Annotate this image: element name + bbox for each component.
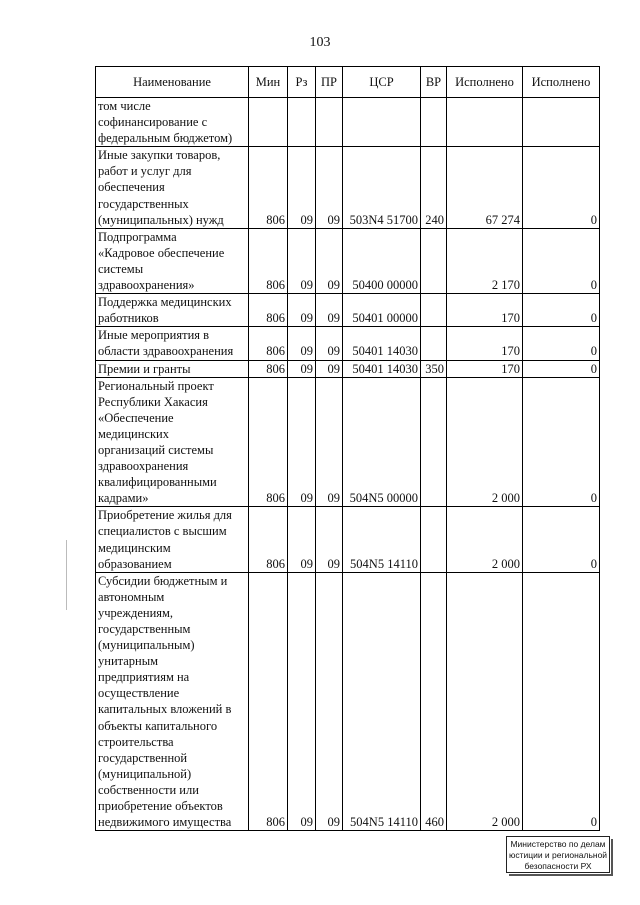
row-name-line: «Кадровое обеспечение (98, 245, 225, 260)
cell-isp2: 0 (523, 147, 600, 228)
row-name-line: автономным (98, 589, 165, 604)
row-name-line: Подпрограмма (98, 229, 177, 244)
cell-rz: 09 (288, 327, 316, 360)
cell-csr: 504N5 14110 (343, 572, 421, 831)
cell-csr: 504N5 14110 (343, 507, 421, 572)
row-name (96, 360, 249, 377)
row-name-line: Субсидии бюджетным и (98, 573, 228, 588)
cell-isp2: 0 (523, 572, 600, 831)
cell-pr (316, 98, 343, 147)
ministry-stamp (506, 836, 610, 873)
cell-vr (421, 327, 447, 360)
cell-rz: 09 (288, 377, 316, 507)
cell-pr: 09 (316, 327, 343, 360)
row-name-line: работников (98, 311, 159, 326)
header-min: Мин (249, 67, 288, 98)
row-name-line: (муниципальных) нужд (98, 212, 224, 227)
cell-vr (421, 377, 447, 507)
cell-min: 806 (249, 377, 288, 507)
row-name-line: здравоохранения (98, 459, 189, 474)
cell-pr: 09 (316, 360, 343, 377)
cell-isp1: 2 000 (447, 377, 523, 507)
cell-pr: 09 (316, 294, 343, 327)
cell-vr (421, 98, 447, 147)
row-name-line: федеральным бюджетом) (98, 131, 233, 146)
cell-vr (421, 507, 447, 572)
cell-min: 806 (249, 507, 288, 572)
header-vr: ВР (421, 67, 447, 98)
header-name: Наименование (96, 67, 249, 98)
table-row (96, 360, 600, 377)
margin-mark (66, 540, 67, 610)
row-name (96, 377, 249, 507)
cell-min: 806 (249, 327, 288, 360)
row-name-line: медицинским (98, 540, 171, 555)
row-name-line: (муниципальным) (98, 638, 195, 653)
row-name (96, 228, 249, 293)
cell-csr: 50400 00000 (343, 228, 421, 293)
row-name-line: государственным (98, 622, 191, 636)
cell-isp1: 67 274 (447, 147, 523, 228)
cell-isp1: 2 170 (447, 228, 523, 293)
row-name-line: кадрами» (98, 491, 149, 506)
row-name-line: Премии и гранты (98, 361, 191, 376)
cell-isp2 (523, 98, 600, 147)
row-name-line: Приобретение жилья для (98, 508, 232, 523)
row-name-line: государственной (98, 750, 188, 765)
cell-isp1: 2 000 (447, 507, 523, 572)
cell-vr (421, 228, 447, 293)
row-name-line: образованием (98, 556, 172, 571)
row-name-line: Республики Хакасия (98, 394, 208, 409)
cell-vr: 240 (421, 147, 447, 228)
budget-table (95, 66, 600, 831)
row-name-line: (муниципальной) (98, 766, 192, 781)
table-row (96, 327, 600, 360)
cell-vr: 350 (421, 360, 447, 377)
row-name-line: области здравоохранения (98, 344, 234, 359)
cell-isp1: 170 (447, 360, 523, 377)
cell-isp2: 0 (523, 377, 600, 507)
cell-isp2: 0 (523, 327, 600, 360)
stamp-line: юстиции и региональной (508, 850, 608, 860)
row-name-line: квалифицированными (98, 475, 217, 490)
row-name-line: работ и услуг для (98, 164, 192, 179)
cell-isp2: 0 (523, 294, 600, 327)
cell-csr (343, 98, 421, 147)
cell-pr: 09 (316, 228, 343, 293)
cell-isp1 (447, 98, 523, 147)
row-name (96, 98, 249, 147)
cell-csr: 50401 14030 (343, 327, 421, 360)
row-name-line: Иные закупки товаров, (98, 148, 221, 163)
table-row (96, 294, 600, 327)
stamp-line: Министерство по делам (510, 839, 606, 849)
header-pr: ПР (316, 67, 343, 98)
table-row (96, 507, 600, 572)
row-name-line: «Обеспечение (98, 410, 174, 425)
row-name-line: государственных (98, 196, 189, 211)
row-name-line: предприятиям на (98, 670, 190, 685)
table-body (96, 98, 600, 831)
cell-vr (421, 294, 447, 327)
header-executed-2: Исполнено (523, 67, 600, 98)
row-name-line: системы (98, 261, 144, 276)
cell-isp2: 0 (523, 507, 600, 572)
row-name-line: недвижимого имущества (98, 815, 232, 830)
row-name-line: софинансирование с (98, 115, 208, 130)
cell-rz: 09 (288, 147, 316, 228)
cell-rz: 09 (288, 294, 316, 327)
header-csr: ЦСР (343, 67, 421, 98)
row-name-line: организаций системы (98, 442, 214, 457)
row-name (96, 572, 249, 831)
cell-min: 806 (249, 294, 288, 327)
table-row (96, 572, 600, 831)
row-name-line: Поддержка медицинских (98, 295, 232, 310)
header-rz: Рз (288, 67, 316, 98)
row-name (96, 294, 249, 327)
row-name-line: приобретение объектов (98, 799, 223, 814)
table-header-row (96, 67, 600, 98)
cell-isp1: 170 (447, 327, 523, 360)
cell-pr: 09 (316, 377, 343, 507)
row-name-line: Региональный проект (98, 378, 214, 393)
table-row (96, 98, 600, 147)
row-name-line: строительства (98, 734, 174, 749)
row-name-line: специалистов с высшим (98, 524, 227, 539)
row-name-line: обеспечения (98, 180, 165, 195)
cell-min (249, 98, 288, 147)
page-number: 103 (309, 35, 331, 50)
table-row (96, 377, 600, 507)
row-name (96, 507, 249, 572)
cell-csr: 504N5 00000 (343, 377, 421, 507)
row-name-line: унитарным (98, 654, 159, 669)
cell-rz: 09 (288, 572, 316, 831)
stamp-line: безопасности РХ (524, 861, 592, 871)
row-name-line: объекты капитального (98, 718, 218, 733)
row-name-line: учреждениям, (98, 605, 174, 620)
cell-rz: 09 (288, 228, 316, 293)
table-row (96, 228, 600, 293)
row-name-line: том числе (98, 99, 151, 113)
cell-vr: 460 (421, 572, 447, 831)
cell-rz: 09 (288, 360, 316, 377)
cell-csr: 503N4 51700 (343, 147, 421, 228)
cell-min: 806 (249, 572, 288, 831)
table-row (96, 147, 600, 228)
row-name-line: капитальных вложений в (98, 702, 232, 717)
row-name-line: собственности или (98, 782, 199, 797)
cell-pr: 09 (316, 572, 343, 831)
row-name-line: медицинских (98, 426, 169, 441)
cell-rz (288, 98, 316, 147)
row-name-line: Иные мероприятия в (98, 328, 210, 343)
header-executed: Исполнено (447, 67, 523, 98)
cell-min: 806 (249, 147, 288, 228)
row-name (96, 147, 249, 228)
cell-rz: 09 (288, 507, 316, 572)
row-name-line: здравоохранения» (98, 278, 195, 293)
cell-isp1: 170 (447, 294, 523, 327)
cell-csr: 50401 14030 (343, 360, 421, 377)
cell-isp1: 2 000 (447, 572, 523, 831)
cell-isp2: 0 (523, 228, 600, 293)
cell-pr: 09 (316, 507, 343, 572)
row-name (96, 327, 249, 360)
cell-csr: 50401 00000 (343, 294, 421, 327)
cell-min: 806 (249, 228, 288, 293)
row-name-line: осуществление (98, 686, 180, 701)
cell-min: 806 (249, 360, 288, 377)
cell-isp2: 0 (523, 360, 600, 377)
cell-pr: 09 (316, 147, 343, 228)
